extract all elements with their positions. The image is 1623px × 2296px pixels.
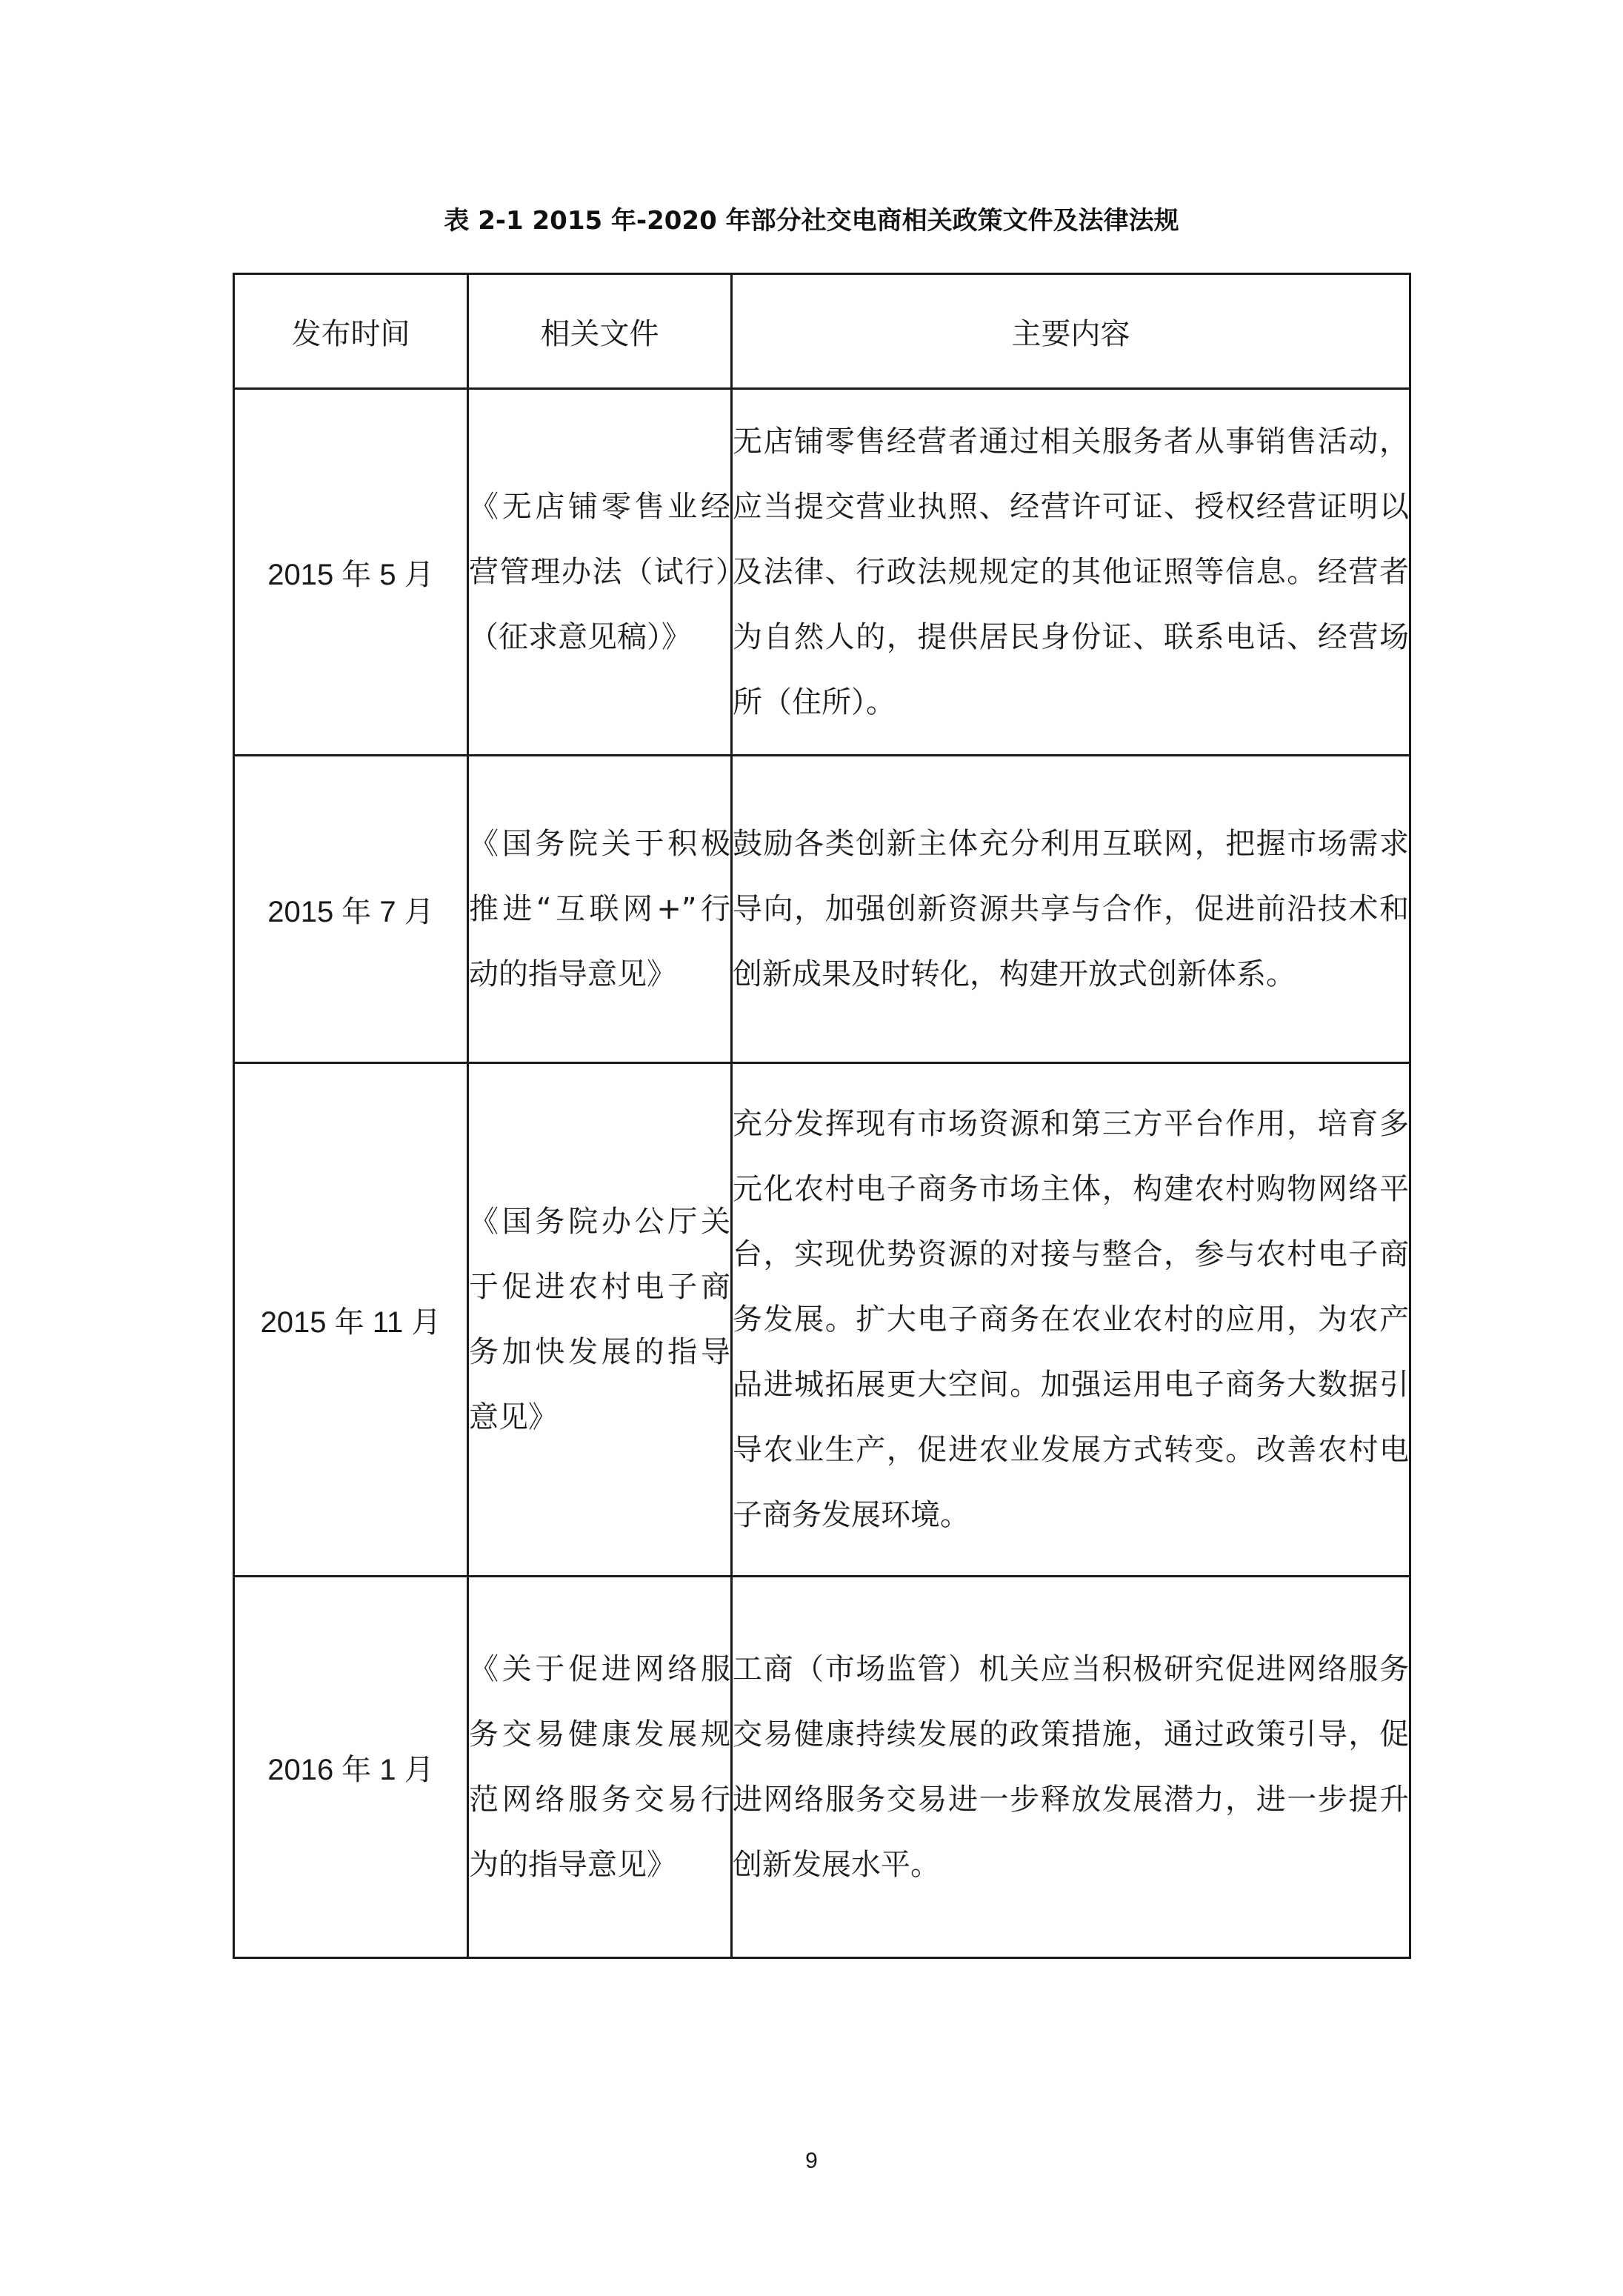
- header-content: 主要内容: [732, 274, 1410, 389]
- row-document: 《关于促进网络服务交易健康发展规范网络服务交易行为的指导意见》: [468, 1577, 732, 1958]
- row-date: 2015 年 7 月: [234, 756, 468, 1063]
- row-document: 《国务院关于积极推进“互联网+”行动的指导意见》: [468, 756, 732, 1063]
- table-caption: 表 2-1 2015 年-2020 年部分社交电商相关政策文件及法律法规: [444, 206, 1179, 236]
- table-header-row: [234, 274, 1410, 389]
- row-content: 工商（市场监管）机关应当积极研究促进网络服务交易健康持续发展的政策措施，通过政策引导，促进网络服务交易进一步释放发展潜力，进一步提升创新发展水平。: [732, 1577, 1410, 1958]
- table-row: [234, 389, 1410, 756]
- header-date: 发布时间: [234, 274, 468, 389]
- row-content: 充分发挥现有市场资源和第三方平台作用，培育多元化农村电子商务市场主体，构建农村购物网络平台，实现优势资源的对接与整合，参与农村电子商务发展。扩大电子商务在农业农村的应用，为农产品进城拓展更大空间。加强运用电子商务大数据引导农业生产，促进农业发展方式转变。改善农村电子商务发展环境。: [732, 1063, 1410, 1577]
- table-row: [234, 756, 1410, 1063]
- row-date: 2016 年 1 月: [234, 1577, 468, 1958]
- row-date: 2015 年 11 月: [234, 1063, 468, 1577]
- header-document: 相关文件: [468, 274, 732, 389]
- row-date: 2015 年 5 月: [234, 389, 468, 756]
- policy-table: [233, 273, 1411, 1959]
- table-row: [234, 1577, 1410, 1958]
- row-document: 《无店铺零售业经营管理办法（试行）（征求意见稿）》: [468, 389, 732, 756]
- table-row: [234, 1063, 1410, 1577]
- row-document: 《国务院办公厅关于促进农村电子商务加快发展的指导意见》: [468, 1063, 732, 1577]
- row-content: 鼓励各类创新主体充分利用互联网，把握市场需求导向，加强创新资源共享与合作，促进前沿技术和创新成果及时转化，构建开放式创新体系。: [732, 756, 1410, 1063]
- page-number: 9: [805, 2149, 818, 2173]
- row-content: 无店铺零售经营者通过相关服务者从事销售活动，应当提交营业执照、经营许可证、授权经营证明以及法律、行政法规规定的其他证照等信息。经营者为自然人的，提供居民身份证、联系电话、经营场所（住所）。: [732, 389, 1410, 756]
